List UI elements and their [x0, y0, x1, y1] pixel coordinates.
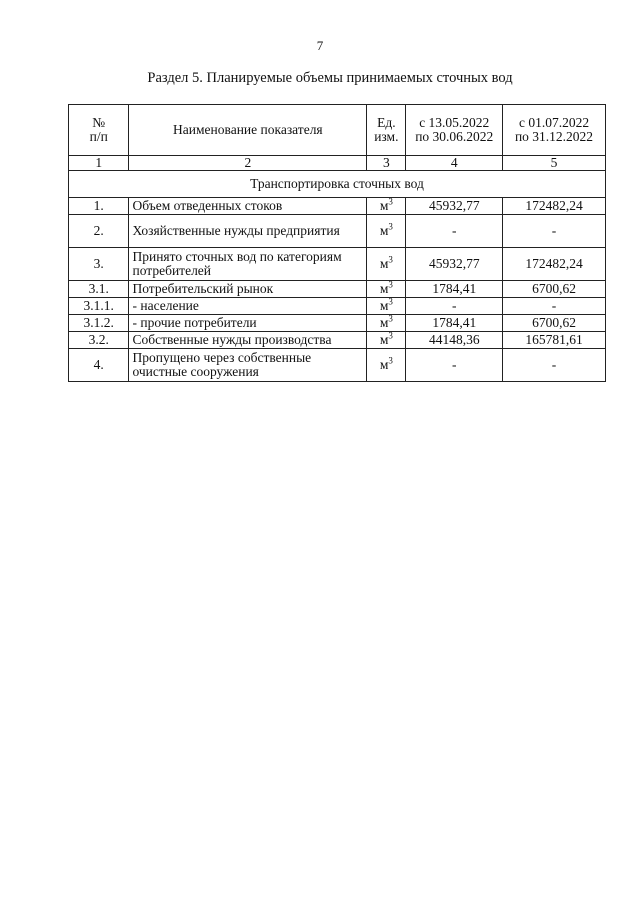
header-period1 — [406, 105, 503, 156]
table-row — [69, 349, 606, 382]
section-title: Раздел 5. Планируемые объемы принимаемых сточных вод — [147, 70, 513, 86]
row-value-period2: 172482,24 — [503, 248, 606, 281]
wastewater-volume-table — [68, 104, 606, 382]
header-no-line2: п/п — [89, 129, 108, 144]
row-value-period2: - — [503, 215, 606, 248]
header-name-text: Наименование показателя — [173, 122, 323, 137]
column-index-row — [69, 156, 606, 171]
header-period2-line1: с 01.07.2022 — [518, 115, 590, 130]
header-unit-line2: изм. — [374, 129, 399, 144]
table-row — [69, 248, 606, 281]
unit-base: м — [379, 315, 389, 330]
header-no-line1: № — [92, 115, 106, 130]
unit-base: м — [379, 357, 389, 372]
row-value-period2: - — [503, 349, 606, 382]
header-unit — [367, 105, 406, 156]
page-number: 7 — [316, 38, 324, 53]
header-period2-line2: по 31.12.2022 — [514, 129, 594, 144]
header-unit-line1: Ед. — [377, 115, 396, 130]
table-header-row — [69, 105, 606, 156]
row-value-period1: - — [406, 349, 503, 382]
unit-superscript: 3 — [388, 313, 393, 324]
column-index: 1 — [69, 156, 129, 171]
row-unit — [367, 332, 406, 349]
row-value-period2: 6700,62 — [503, 315, 606, 332]
row-value-period1: - — [406, 215, 503, 248]
header-name — [129, 105, 367, 156]
row-unit — [367, 248, 406, 281]
table-row — [69, 215, 606, 248]
unit-superscript: 3 — [388, 330, 393, 341]
row-indicator-name: Объем отведенных стоков — [129, 198, 367, 215]
row-value-period1: 45932,77 — [406, 198, 503, 215]
unit-base: м — [379, 332, 389, 347]
row-value-period1: - — [406, 298, 503, 315]
unit-base: м — [379, 223, 389, 238]
header-no — [69, 105, 129, 156]
unit-superscript: 3 — [388, 221, 393, 232]
table-row — [69, 298, 606, 315]
section-row — [69, 171, 606, 198]
row-indicator-name: Потребительский рынок — [129, 281, 367, 298]
header-period1-line1: с 13.05.2022 — [419, 115, 490, 130]
row-indicator-name: Пропущено через собственные очистные сооружения — [129, 349, 367, 382]
unit-superscript: 3 — [388, 296, 393, 307]
row-unit — [367, 215, 406, 248]
unit-superscript: 3 — [388, 254, 393, 265]
row-number: 4. — [69, 349, 129, 382]
row-number: 3.1. — [69, 281, 129, 298]
unit-base: м — [379, 281, 389, 296]
row-unit — [367, 198, 406, 215]
row-number: 2. — [69, 215, 129, 248]
row-number: 3.1.2. — [69, 315, 129, 332]
row-indicator-name: Хозяйственные нужды предприятия — [129, 215, 367, 248]
unit-superscript: 3 — [388, 279, 393, 290]
row-unit — [367, 298, 406, 315]
unit-superscript: 3 — [388, 355, 393, 366]
column-index: 5 — [503, 156, 606, 171]
header-period2 — [503, 105, 606, 156]
table-row — [69, 315, 606, 332]
unit-base: м — [379, 256, 389, 271]
row-unit — [367, 315, 406, 332]
row-indicator-name: - население — [129, 298, 367, 315]
column-index: 4 — [406, 156, 503, 171]
row-indicator-name: Собственные нужды производства — [129, 332, 367, 349]
table-row — [69, 332, 606, 349]
row-value-period1: 44148,36 — [406, 332, 503, 349]
row-indicator-name: Принято сточных вод по категориям потребителей — [129, 248, 367, 281]
section-label: Транспортировка сточных вод — [69, 171, 606, 198]
row-unit — [367, 281, 406, 298]
header-period1-line2: по 30.06.2022 — [415, 129, 494, 144]
unit-base: м — [379, 198, 389, 213]
row-value-period2: 6700,62 — [503, 281, 606, 298]
row-unit — [367, 349, 406, 382]
row-value-period2: 172482,24 — [503, 198, 606, 215]
row-value-period1: 1784,41 — [406, 281, 503, 298]
row-number: 3. — [69, 248, 129, 281]
table-row — [69, 198, 606, 215]
unit-base: м — [379, 298, 389, 313]
row-number: 1. — [69, 198, 129, 215]
unit-superscript: 3 — [388, 196, 393, 207]
table-row — [69, 281, 606, 298]
column-index: 2 — [129, 156, 367, 171]
row-indicator-name: - прочие потребители — [129, 315, 367, 332]
row-value-period1: 45932,77 — [406, 248, 503, 281]
row-value-period2: - — [503, 298, 606, 315]
row-number: 3.1.1. — [69, 298, 129, 315]
row-value-period1: 1784,41 — [406, 315, 503, 332]
row-value-period2: 165781,61 — [503, 332, 606, 349]
row-number: 3.2. — [69, 332, 129, 349]
column-index: 3 — [367, 156, 406, 171]
